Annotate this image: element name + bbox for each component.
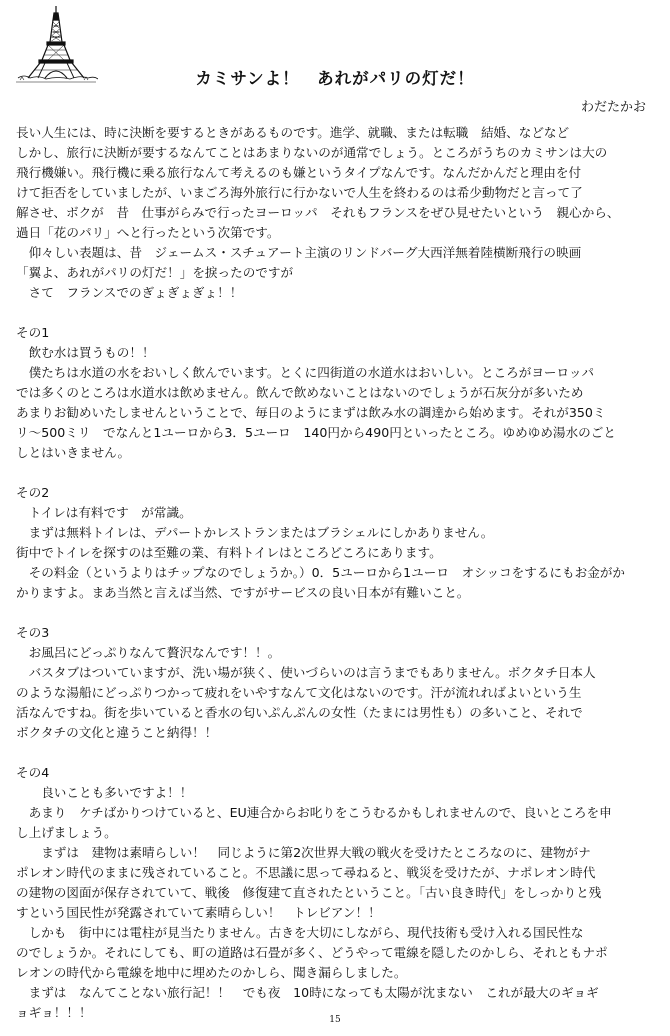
article-body [16, 123, 656, 1023]
text-line: では多くのところは水道水は飲めません。飲んで飲めないことはないのでしょうが石灰分が多いため [16, 385, 584, 400]
section-heading: その4 [16, 765, 50, 780]
text-line: 解させ、ボクが 昔 仕事がらみで行ったヨーロッパ それもフランスをぜひ見せたいという 親心から、 [16, 205, 620, 220]
text-line: のような湯船にどっぷりつかって疲れをいやすなんて文化はないのです。汗が流れればよいという生 [16, 685, 582, 700]
text-line: まずは 建物は素晴らしい！ 同じように第2次世界大戦の戦火を受けたところなのに、建物がナ [16, 845, 591, 860]
text-line: 飲む水は買うもの！！ [16, 345, 155, 360]
section-heading: その2 [16, 485, 50, 500]
text-line: 良いことも多いですよ！！ [16, 785, 193, 800]
section-2 [16, 483, 656, 603]
text-line: ョギョ！！！ [16, 1005, 92, 1020]
text-line: けて拒否をしていましたが、いまごろ海外旅行に行かないで人生を終わるのは希少動物だと言って了 [16, 185, 583, 200]
text-line: 「翼よ、あれがパリの灯だ！」を捩ったのですが [16, 265, 294, 280]
section-1 [16, 323, 656, 463]
text-line: し上げましょう。 [16, 825, 117, 840]
text-line: お風呂にどっぷりなんて贅沢なんです！！。 [16, 645, 281, 660]
text-line: すという国民性が発露されていて素晴らしい！ トレビアン！！ [16, 905, 381, 920]
text-line: しかし、旅行に決断が要するなんてことはあまりないのが通常でしょう。ところがうちのカミサンは大の [16, 145, 608, 160]
text-line: 仰々しい表題は、昔 ジェームス・スチュアート主演のリンドバーグ大西洋無着陸横断飛行の映画 [16, 245, 582, 260]
text-line: かりますよ。まあ当然と言えば当然、ですがサービスの良い日本が有難いこと。 [16, 585, 470, 600]
text-line: のでしょうか。それにしても、町の道路は石畳が多く、どうやって電線を隠したのかしら、それともナポ [16, 945, 608, 960]
text-line: あまり ケチばかりつけていると、EU連合からお叱りをこうむるかもしれませんので、良いところを申 [16, 805, 612, 820]
text-line: 過日「花のパリ」へと行ったという次第です。 [16, 225, 280, 240]
text-line: の建物の図面が保存されていて、戦後 修復建て直されたということ。「古い良き時代」をしっかりと残 [16, 885, 602, 900]
section-heading: その3 [16, 625, 50, 640]
text-line: ポレオン時代のままに残されていること。不思議に思って尋ねると、戦災を受けたが、ナポレオン時代 [16, 865, 596, 880]
text-line: バスタブはついていますが、洗い場が狭く、使いづらいのは言うまでもありません。ボクタチ日本人 [16, 665, 596, 680]
text-line: ボクタチの文化と違うこと納得！！ [16, 725, 218, 740]
text-line: まずは なんてことない旅行記！！ でも夜 10時になっても太陽が沈まない これが最大のギョギ [16, 985, 599, 1000]
text-line: 飛行機嫌い。飛行機に乗る旅行なんて考えるのも嫌というタイプなんです。なんだかんだと理由を付 [16, 165, 582, 180]
text-line: 長い人生には、時に決断を要するときがあるものです。進学、就職、または転職 結婚、などなど [16, 125, 570, 140]
text-line: リ～500ミリ でなんと1ユーロから3．5ユーロ 140円から490円といったところ。ゆめゆめ湯水のごと [16, 425, 616, 440]
article-title: カミサンよ！ あれがパリの灯だ！ [195, 69, 475, 88]
text-line: まずは無料トイレは、デパートかレストランまたはブラシェルにしかありません。 [16, 525, 494, 540]
text-line: レオンの時代から電線を地中に埋めたのかしら、聞き漏らしました。 [16, 965, 407, 980]
section-heading: その1 [16, 325, 50, 340]
page-number: 15 [329, 1015, 341, 1025]
text-line: さて フランスでのぎょぎょぎょ！！ [16, 285, 243, 300]
text-line: しかも 街中には電柱が見当たりません。古きを大切にしながら、現代技術も受け入れる国民性な [16, 925, 584, 940]
text-line: しとはいきません。 [16, 445, 131, 460]
author-name: わだたかお [580, 100, 646, 115]
text-line: 活なんですね。街を歩いていると香水の匂いぷんぷんの女性（たまには男性も）の多いこと、それで [16, 705, 583, 720]
text-line: 僕たちは水道の水をおいしく飲んでいます。とくに四街道の水道水はおいしい。ところがヨーロッパ [16, 365, 595, 380]
section-4 [16, 763, 656, 1023]
section-3 [16, 623, 656, 743]
intro-paragraph [16, 123, 656, 303]
text-line: トイレは有料です が常識。 [16, 505, 192, 520]
text-line: 街中でトイレを探すのは至難の業、有料トイレはところどころにあります。 [16, 545, 442, 560]
text-line: その料金（というよりはチップなのでしょうか。）0．5ユーロから1ユーロ オシッコをするにもお金がか [16, 565, 626, 580]
text-line: あまりお勧めいたしませんということで、毎日のようにまずは飲み水の調達から始めます。それが350ミ [16, 405, 606, 420]
